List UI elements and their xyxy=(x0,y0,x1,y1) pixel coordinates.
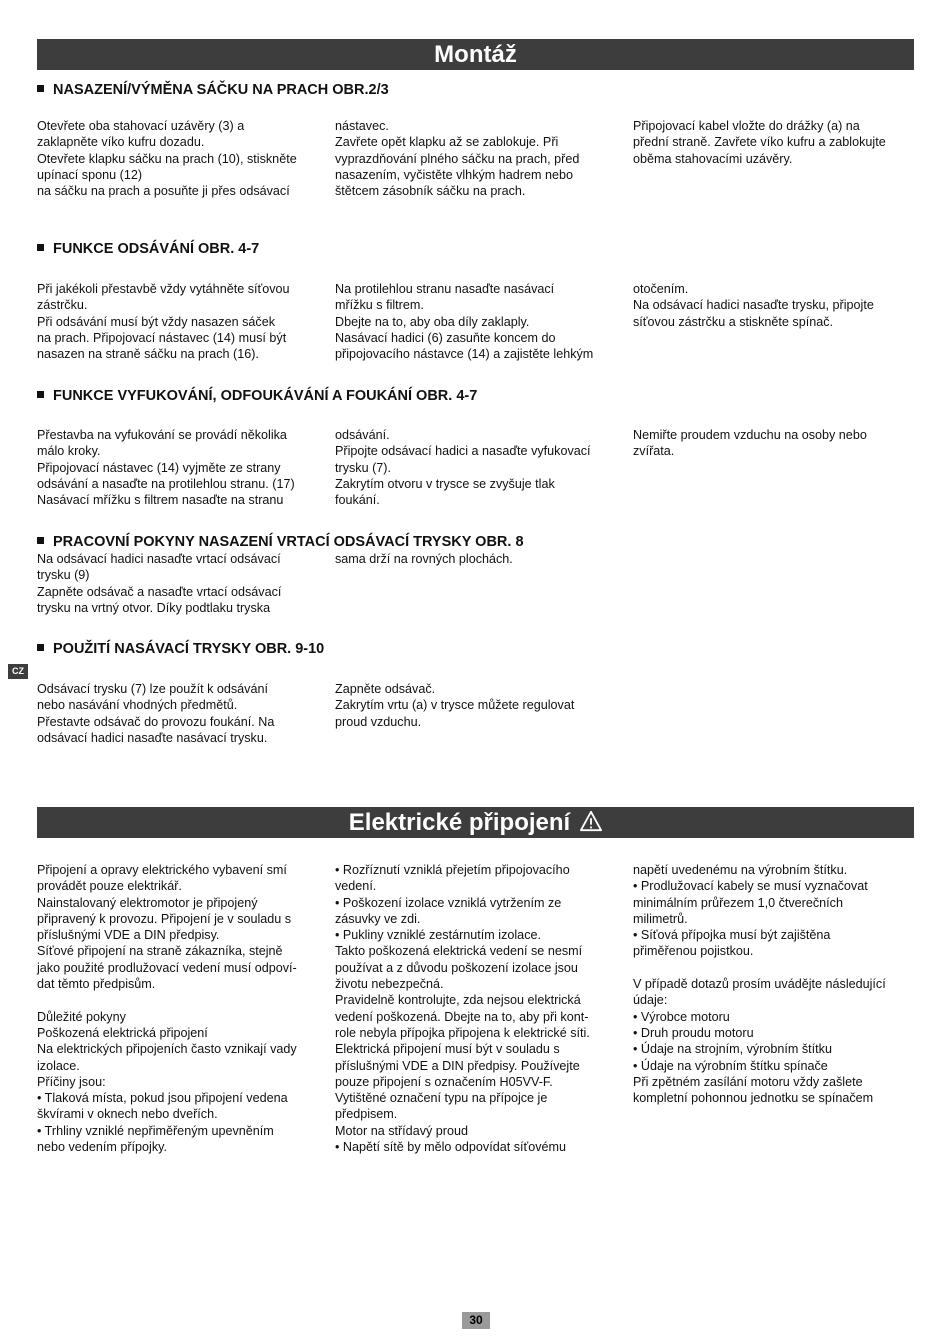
section-4-col-2: sama drží na rovných plochách. xyxy=(335,552,513,566)
section-2-col-2: Na protilehlou stranu nasaďte nasávací mřížku s filtrem. Dbejte na to, aby oba díly zaklaply. Nasávací hadici (6) zasuňte koncem do připojovacího nástavce (14) a zajistěte lehkým xyxy=(335,282,594,362)
warning-triangle-icon xyxy=(580,810,602,832)
section-heading-5: POUŽITÍ NASÁVACÍ TRYSKY OBR. 9-10 xyxy=(37,640,324,658)
section-1-col-1: Otevřete oba stahovací uzávěry (3) a zaklapněte víko kufru dozadu. Otevřete klapku sáčku na prach (10), stiskněte upínací sponu (12) na sáčku na prach a posuňte ji přes odsávací xyxy=(37,119,297,199)
section-4-col-1: Na odsávací hadici nasaďte vrtací odsávací trysku (9) Zapněte odsávač a nasaďte vrtací odsávací trysku na vrtný otvor. Díky podtlaku tryska xyxy=(37,552,282,615)
section-2-col-1: Při jakékoli přestavbě vždy vytáhněte síťovou zástrčku. Při odsávání musí být vždy nasazen sáček na prach. Připojovací nástavec (14) musí být nasazen na straně sáčku na prach (16). xyxy=(37,282,290,362)
electric-col-3: napětí uvedenému na výrobním štítku. • Prodlužovací kabely se musí vyznačovat minimálním průřezem 1,0 čtverečních milimetrů. • Síťová přípojka musí být zajištěna přiměřenou pojistkou. V případě dotazů prosím uvádějte následující údaje: • Výrobce motoru • Druh proudu motoru • Údaje na strojním, výrobním štítku • Údaje na výrobním štítku spínače Při zpětném zasílání motoru vždy zašlete kompletní pohonnou jednotku se spínačem xyxy=(633,863,886,1106)
section-heading-4: PRACOVNÍ POKYNY NASAZENÍ VRTACÍ ODSÁVACÍ TRYSKY OBR. 8 xyxy=(37,533,524,551)
section-2-col-3: otočením. Na odsávací hadici nasaďte trysku, připojte síťovou zástrčku a stiskněte spínač. xyxy=(633,282,874,329)
section-5-col-1: Odsávací trysku (7) lze použít k odsávání nebo nasávání vhodných předmětů. Přestavte odsávač do provozu foukání. Na odsávací hadici nasaďte nasávací trysku. xyxy=(37,682,275,745)
section-3-col-3: Nemiřte proudem vzduchu na osoby nebo zvířata. xyxy=(633,428,867,459)
section-heading-2: FUNKCE ODSÁVÁNÍ OBR. 4-7 xyxy=(37,240,259,258)
electric-col-1: Připojení a opravy elektrického vybavení smí provádět pouze elektrikář. Nainstalovaný elektromotor je připojený připravený k provozu. Připojení je v souladu s příslušnými VDE a DIN předpisy. Síťové připojení na straně zákazníka, stejně jako použité prodlužovací vedení musí odpoví- dat těmto předpisům. Důležité pokyny Poškozená elektrická připojení Na elektrických připojeních často vznikají vady izolace. Příčiny jsou: • Tlaková místa, pokud jsou připojení vedena škvírami v oknech nebo dveřích. • Trhliny vzniklé nepřiměřeným upevněním nebo vedením přípojky. xyxy=(37,863,297,1155)
bullet-square-icon xyxy=(37,244,44,251)
language-tag: CZ xyxy=(8,664,28,679)
montaz-banner xyxy=(37,39,914,70)
electric-banner xyxy=(37,807,914,838)
section-3-col-2: odsávání. Připojte odsávací hadici a nasaďte vyfukovací trysku (7). Zakrytím otvoru v trysce se zvyšuje tlak foukání. xyxy=(335,428,591,508)
section-3-col-1: Přestavba na vyfukování se provádí několika málo kroky. Připojovací nástavec (14) vyjměte ze strany odsávání a nasaďte na protilehlou stranu. (17) Nasávací mřížku s filtrem nasaďte na stranu xyxy=(37,428,295,508)
montaz-title: Montáž xyxy=(434,41,517,68)
bullet-square-icon xyxy=(37,391,44,398)
section-heading-1: NASAZENÍ/VÝMĚNA SÁČKU NA PRACH OBR.2/3 xyxy=(37,81,389,99)
section-heading-3: FUNKCE VYFUKOVÁNÍ, ODFOUKÁVÁNÍ A FOUKÁNÍ OBR. 4-7 xyxy=(37,387,477,405)
bullet-square-icon xyxy=(37,537,44,544)
electric-col-2: • Rozříznutí vzniklá přejetím připojovacího vedení. • Poškození izolace vzniklá vytržením ze zásuvky ve zdi. • Pukliny vzniklé zestárnutím izolace. Takto poškozená elektrická vedení se nesmí používat a z důvodu poškození izolace jsou životu nebezpečná. Pravidelně kontrolujte, zda nejsou elektrická vedení poškozená. Dbejte na to, aby při kont- role nebyla přípojka připojena k elektrické síti. Elektrická připojení musí být v souladu s příslušnými VDE a DIN předpisy. Používejte pouze připojení s označením H05VV-F. Vytištěné označení typu na přípojce je předpisem. Motor na střídavý proud • Napětí sítě by mělo odpovídat síťovému xyxy=(335,863,590,1155)
bullet-square-icon xyxy=(37,85,44,92)
section-1-col-3: Připojovací kabel vložte do drážky (a) na přední straně. Zavřete víko kufru a zablokujte oběma stahovacími uzávěry. xyxy=(633,119,886,166)
bullet-square-icon xyxy=(37,644,44,651)
electric-title: Elektrické připojení xyxy=(348,809,571,836)
page-number: 30 xyxy=(462,1312,490,1329)
section-5-col-2: Zapněte odsávač. Zakrytím vrtu (a) v trysce můžete regulovat proud vzduchu. xyxy=(335,682,575,729)
section-1-col-2: nástavec. Zavřete opět klapku až se zablokuje. Při vyprazdňování plného sáčku na prach, před nasazením, vyčistěte vlhkým hadrem nebo štětcem zásobník sáčku na prach. xyxy=(335,119,580,199)
